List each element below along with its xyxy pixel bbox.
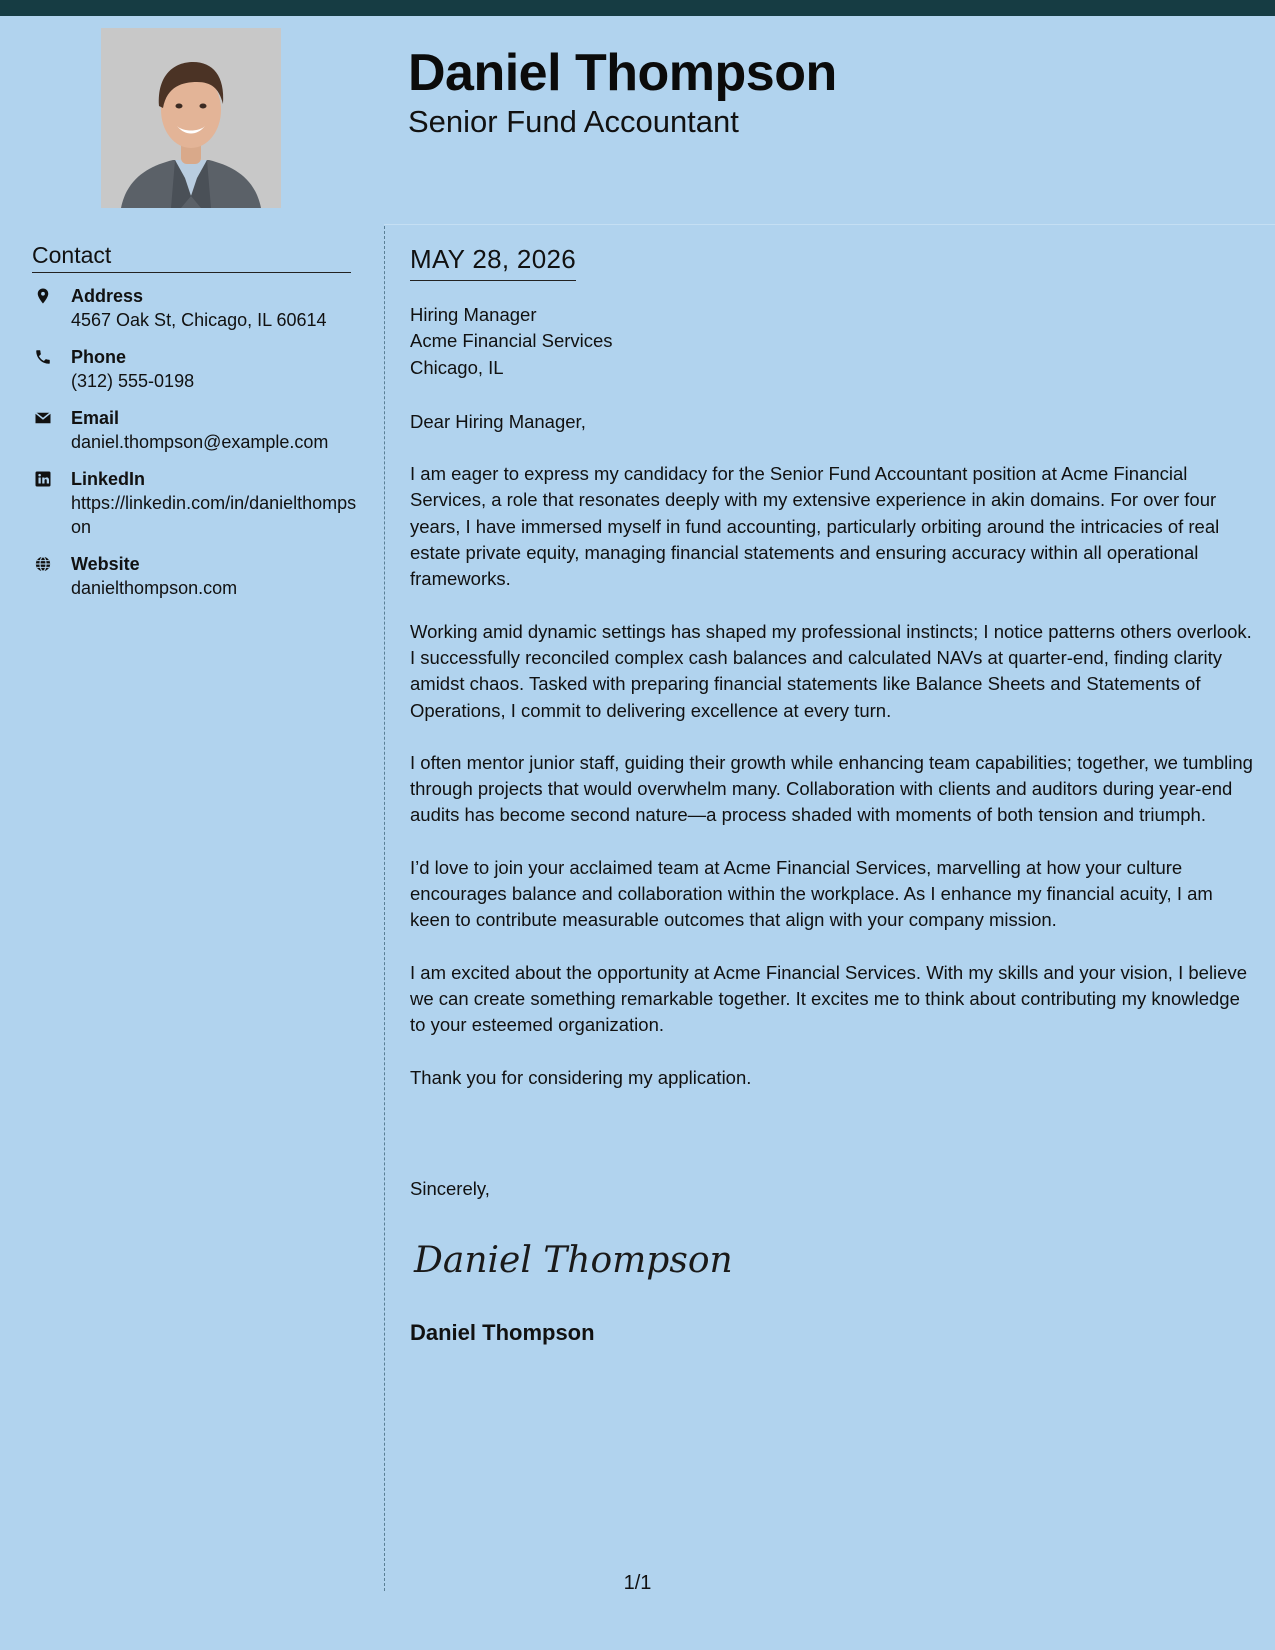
contact-item-address — [32, 284, 362, 332]
header-divider — [384, 224, 1275, 225]
contact-label: Website — [71, 554, 140, 574]
signed-name: Daniel Thompson — [410, 1320, 595, 1345]
top-accent-bar — [0, 0, 1275, 16]
letter-body — [410, 302, 1255, 1117]
recipient-block — [410, 302, 1255, 381]
website-value[interactable]: danielthompson.com — [71, 578, 238, 598]
address-value: 4567 Oak St, Chicago, IL 60614 — [71, 310, 327, 330]
contact-item-linkedin — [32, 467, 362, 539]
recipient-line: Acme Financial Services — [410, 330, 613, 352]
salutation: Dear Hiring Manager, — [410, 410, 586, 432]
contact-label: LinkedIn — [71, 469, 146, 489]
signature-text: Daniel Thompson — [414, 1240, 733, 1281]
recipient-line: Chicago, IL — [410, 356, 504, 378]
linkedin-value[interactable]: https://linkedin.com/in/danielthompson — [71, 493, 357, 537]
contact-list — [32, 284, 362, 613]
candidate-name: Daniel Thompson — [408, 44, 837, 102]
phone-icon — [34, 348, 52, 366]
map-pin-icon — [34, 287, 52, 305]
linkedin-icon — [34, 470, 52, 488]
handwritten-signature — [410, 1228, 733, 1298]
closing: Sincerely, — [410, 1178, 490, 1199]
letter-paragraph: I often mentor junior staff, guiding their growth while enhancing team capabilities; together, we tumbling through projects that would overwhelm many. Collaboration with clients and auditors during year-end audits has become second nature—a process shaded with moments of both tension and triumph. — [410, 751, 1253, 826]
recipient-line: Hiring Manager — [410, 304, 537, 325]
contact-item-email — [32, 406, 362, 454]
phone-value: (312) 555-0198 — [71, 371, 195, 391]
column-divider — [384, 226, 385, 1591]
letter-paragraph: Thank you for considering my application. — [410, 1066, 752, 1088]
contact-label: Email — [71, 408, 120, 428]
contact-item-website — [32, 552, 362, 600]
contact-label: Address — [71, 286, 144, 306]
job-title: Senior Fund Accountant — [408, 104, 739, 139]
letter-paragraph: I am excited about the opportunity at Acme Financial Services. With my skills and your vision, I believe we can create something remarkable together. It excites me to think about contributing my knowledge to your esteemed organization. — [410, 961, 1247, 1036]
envelope-icon — [34, 409, 52, 427]
letter-paragraph: I’d love to join your acclaimed team at Acme Financial Services, marvelling at how your culture encourages balance and collaboration within the workplace. As I enhance my financial acuity, I am keen to contribute measurable outcomes that align with your company mission. — [410, 856, 1213, 931]
globe-icon — [34, 555, 52, 573]
page-number: 1/1 — [623, 1572, 652, 1594]
contact-label: Phone — [71, 347, 127, 367]
letter-paragraph: I am eager to express my candidacy for the Senior Fund Accountant position at Acme Financial Services, a role that resonates deeply with my extensive experience in akin domains. For over four years, I have immersed myself in fund accounting, particularly orbiting around the intricacies of real estate private equity, managing financial statements and ensuring accuracy within all operational frameworks. — [410, 463, 1220, 590]
letter-paragraph: Working amid dynamic settings has shaped my professional instincts; I notice patterns others overlook. I successfully reconciled complex cash balances and calculated NAVs at quarter-end, finding clarity amidst chaos. Tasked with preparing financial statements like Balance Sheets and Statements of Operations, I commit to delivering excellence at every turn. — [410, 620, 1252, 721]
contact-item-phone — [32, 345, 362, 393]
email-value[interactable]: daniel.thompson@example.com — [71, 432, 329, 452]
profile-photo — [101, 28, 281, 208]
letter-date: MAY 28, 2026 — [410, 242, 576, 281]
avatar — [101, 28, 281, 208]
contact-heading: Contact — [32, 240, 351, 273]
